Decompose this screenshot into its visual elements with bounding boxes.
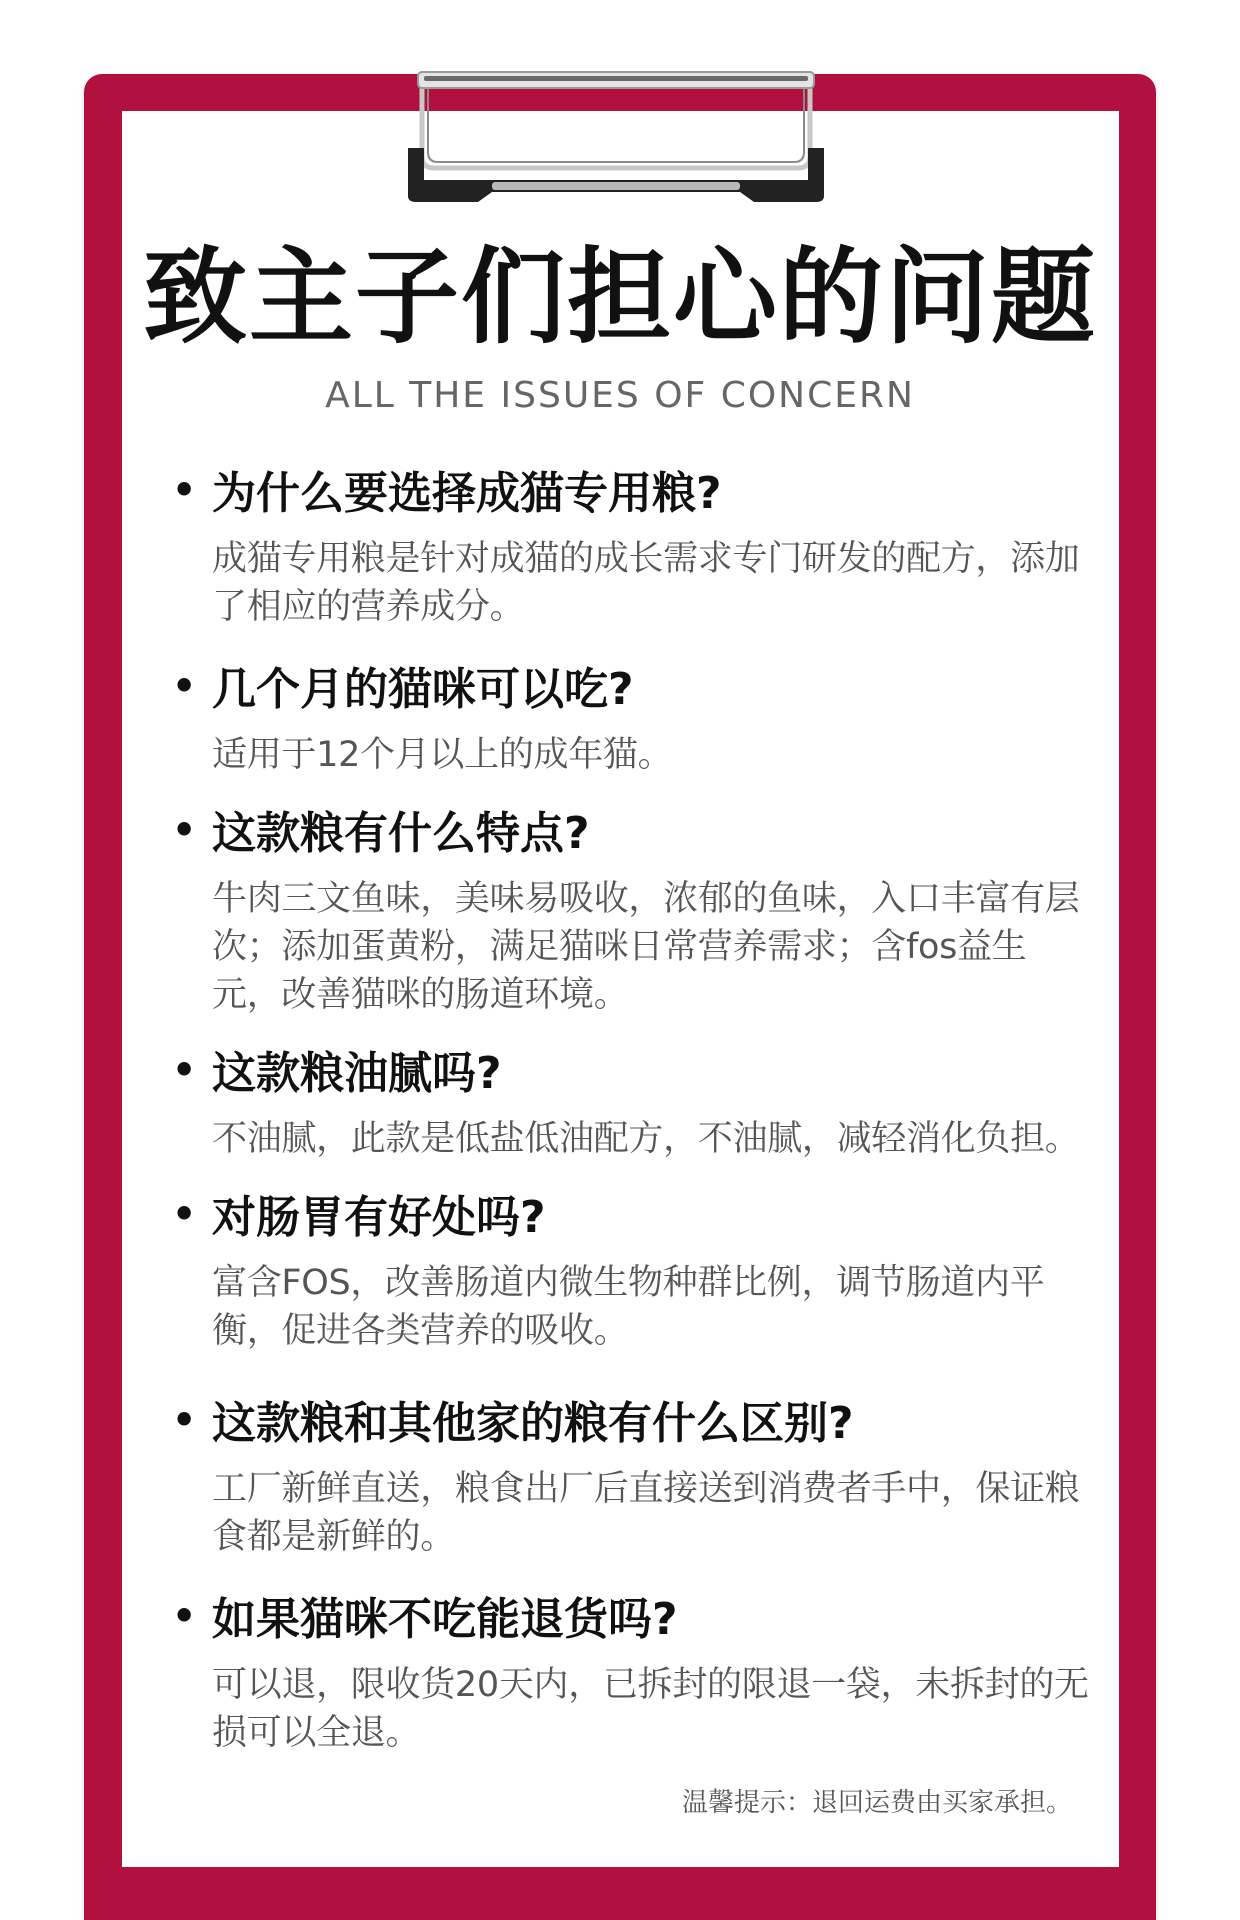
- bullet-icon: •: [172, 1594, 197, 1638]
- footer-note: 温馨提示：退回运费由买家承担。: [681, 1788, 1072, 1818]
- clipboard-clip-icon: [408, 68, 824, 208]
- faq-item: [172, 1594, 1092, 1757]
- page-title: 致主子们担心的问题: [142, 236, 1097, 358]
- faq-answer: 牛肉三文鱼味，美味易吸收，浓郁的鱼味，入口丰富有层次；添加蛋黄粉，满足猫咪日常营养需求；含fos益生元，改善猫咪的肠道环境。: [212, 878, 1080, 1015]
- faq-answer: 富含FOS，改善肠道内微生物种群比例，调节肠道内平衡，促进各类营养的吸收。: [212, 1262, 1045, 1351]
- bullet-icon: •: [172, 1398, 197, 1442]
- bullet-icon: •: [172, 468, 197, 512]
- faq-answer: 适用于12个月以上的成年猫。: [212, 734, 673, 775]
- faq-item: [172, 808, 1092, 1019]
- faq-item: [172, 1048, 1092, 1163]
- faq-item: [172, 664, 1092, 779]
- faq-question: 这款粮有什么特点?: [212, 808, 590, 859]
- faq-question: 几个月的猫咪可以吃?: [212, 664, 634, 715]
- faq-question: 为什么要选择成猫专用粮?: [212, 468, 722, 519]
- faq-answer: 不油腻，此款是低盐低油配方，不油腻，减轻消化负担。: [212, 1118, 1080, 1159]
- bullet-icon: •: [172, 1192, 197, 1236]
- faq-item: [172, 1192, 1092, 1355]
- faq-question: 这款粮和其他家的粮有什么区别?: [212, 1398, 854, 1449]
- page-subtitle: ALL THE ISSUES OF CONCERN: [325, 375, 915, 416]
- faq-answer: 可以退，限收货20天内，已拆封的限退一袋，未拆封的无损可以全退。: [212, 1664, 1089, 1753]
- faq-question: 对肠胃有好处吗?: [212, 1192, 546, 1243]
- faq-answer: 成猫专用粮是针对成猫的成长需求专门研发的配方，添加了相应的营养成分。: [212, 538, 1080, 627]
- bullet-icon: •: [172, 664, 197, 708]
- bullet-icon: •: [172, 1048, 197, 1092]
- faq-question: 如果猫咪不吃能退货吗?: [212, 1594, 678, 1645]
- faq-item: [172, 1398, 1092, 1561]
- faq-answer: 工厂新鲜直送，粮食出厂后直接送到消费者手中，保证粮食都是新鲜的。: [212, 1468, 1080, 1557]
- bullet-icon: •: [172, 808, 197, 852]
- faq-item: [172, 468, 1092, 631]
- faq-question: 这款粮油腻吗?: [212, 1048, 502, 1099]
